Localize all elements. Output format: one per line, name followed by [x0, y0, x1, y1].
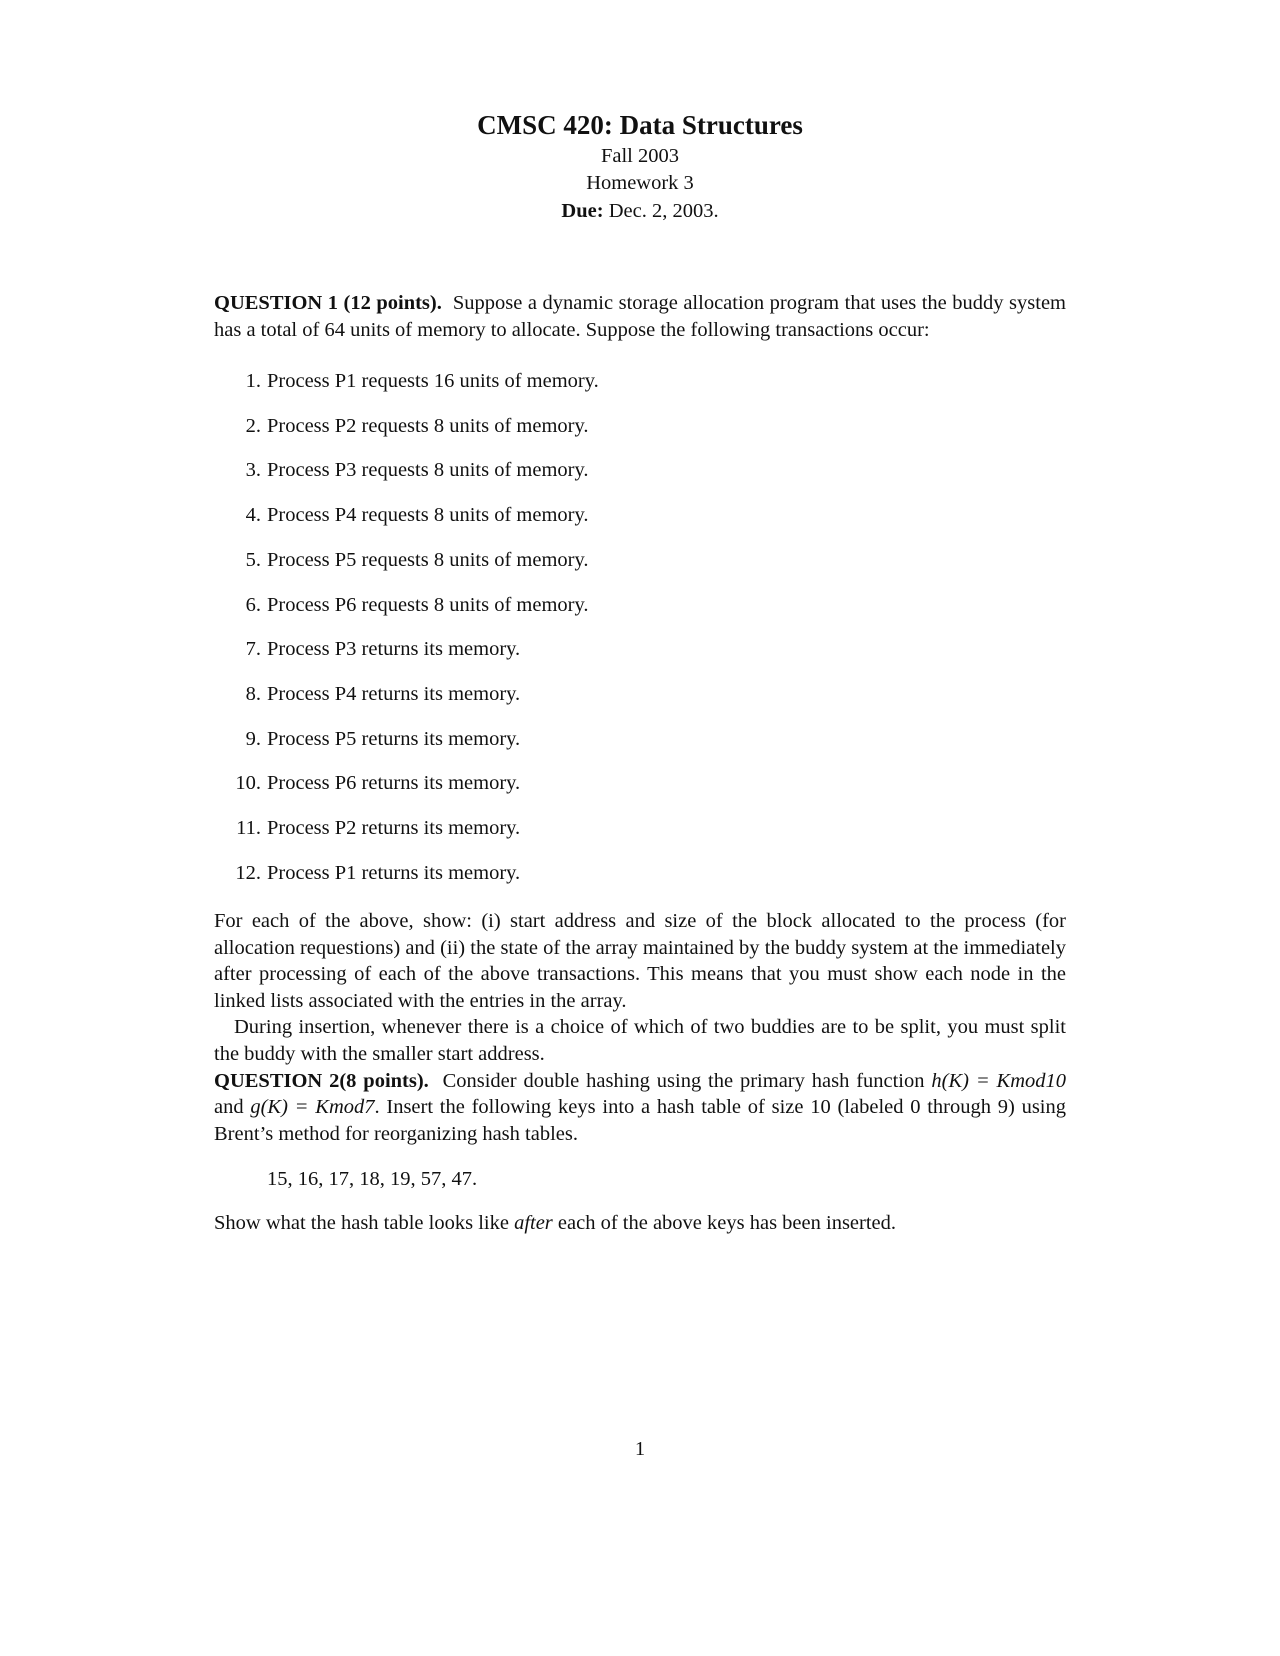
q2-text-3: . Insert the following keys into a hash table of size 10 (labeled 0 through 9) using Brent’s method for reorganizing hash tables. [214, 1096, 1067, 1145]
list-item-text: Process P2 requests 8 units of memory. [267, 414, 589, 437]
list-item-text: Process P2 returns its memory. [267, 817, 521, 839]
list-item-number: 10. [235, 772, 261, 795]
list-item-number: 11. [236, 817, 261, 839]
list-item-text: Process P4 returns its memory. [267, 682, 521, 705]
primary-hash-formula: h(K) = Kmod10 [931, 1069, 1067, 1092]
instructions-text: For each of the above, show: (i) start address and size of the block allocated to the process (for allocation requestions) and (ii) the state of the array maintained by the buddy system at the immediately after processing of each of the above transactions. This means that you must show each node in the linked lists associated with the entries in the array. [214, 910, 1066, 1012]
list-item [214, 770, 1066, 796]
list-item-number: 5. [245, 548, 261, 571]
list-item-number: 7. [245, 638, 261, 661]
list-item-text: Process P1 returns its memory. [267, 861, 521, 884]
list-item [214, 860, 1066, 886]
list-item-number: 8. [245, 682, 261, 705]
final-text-1: Show what the hash table looks like [214, 1212, 515, 1234]
list-item [214, 726, 1066, 752]
list-item [214, 413, 1066, 439]
q2-text-1: Consider double hashing using the primary hash function [442, 1069, 932, 1092]
assignment-name: Homework 3 [586, 172, 694, 194]
question-2-heading: QUESTION 2(8 points). [214, 1069, 429, 1092]
list-item-text: Process P6 returns its memory. [267, 772, 521, 795]
list-item-number: 3. [245, 459, 261, 482]
list-item [214, 547, 1066, 573]
due-date-line [0, 200, 1280, 223]
list-item-text: Process P5 returns its memory. [267, 727, 521, 750]
due-label: Due: [561, 200, 604, 222]
question-1-intro [214, 290, 1066, 343]
list-item [214, 592, 1066, 618]
key-list: 15, 16, 17, 18, 19, 57, 47. [267, 1168, 478, 1190]
list-item-text: Process P4 requests 8 units of memory. [267, 504, 589, 527]
list-item-text: Process P6 requests 8 units of memory. [267, 593, 589, 616]
list-item-text: Process P1 requests 16 units of memory. [267, 370, 599, 392]
page-number: 1 [634, 1438, 646, 1460]
document-title: CMSC 420: Data Structures [477, 110, 803, 140]
list-item-number: 9. [245, 727, 261, 750]
list-item [214, 368, 1066, 394]
list-item-number: 2. [245, 414, 261, 437]
question-1-text: Suppose a dynamic storage allocation program that uses the buddy system has a total of 64 units of memory to allocate. Suppose the following transactions occur: [214, 292, 1066, 341]
list-item-number: 1. [245, 370, 261, 392]
final-emphasis: after [514, 1212, 553, 1234]
list-item [214, 636, 1066, 662]
secondary-hash-formula: g(K) = Kmod7 [250, 1096, 375, 1119]
question-1-heading: QUESTION 1 (12 points). [214, 292, 442, 314]
list-item-text: Process P3 requests 8 units of memory. [267, 459, 589, 482]
list-item-number: 6. [245, 593, 261, 616]
list-item [214, 502, 1066, 528]
question-2-final-instruction [214, 1212, 896, 1235]
list-item-text: Process P5 requests 8 units of memory. [267, 548, 589, 571]
buddy-split-note: During insertion, whenever there is a choice of which of two buddies are to be split, you must split the buddy with the smaller start address. [214, 1016, 1066, 1065]
question-1-instructions [214, 908, 1066, 1147]
q2-text-2: and [214, 1096, 251, 1119]
list-item [214, 815, 1066, 841]
list-item-number: 4. [245, 504, 261, 527]
list-item-number: 12. [235, 861, 261, 884]
final-text-2: each of the above keys has been inserted. [552, 1212, 897, 1234]
term: Fall 2003 [600, 145, 680, 167]
list-item-text: Process P3 returns its memory. [267, 638, 521, 661]
list-item [214, 457, 1066, 483]
due-date: Dec. 2, 2003. [608, 200, 719, 222]
list-item [214, 681, 1066, 707]
